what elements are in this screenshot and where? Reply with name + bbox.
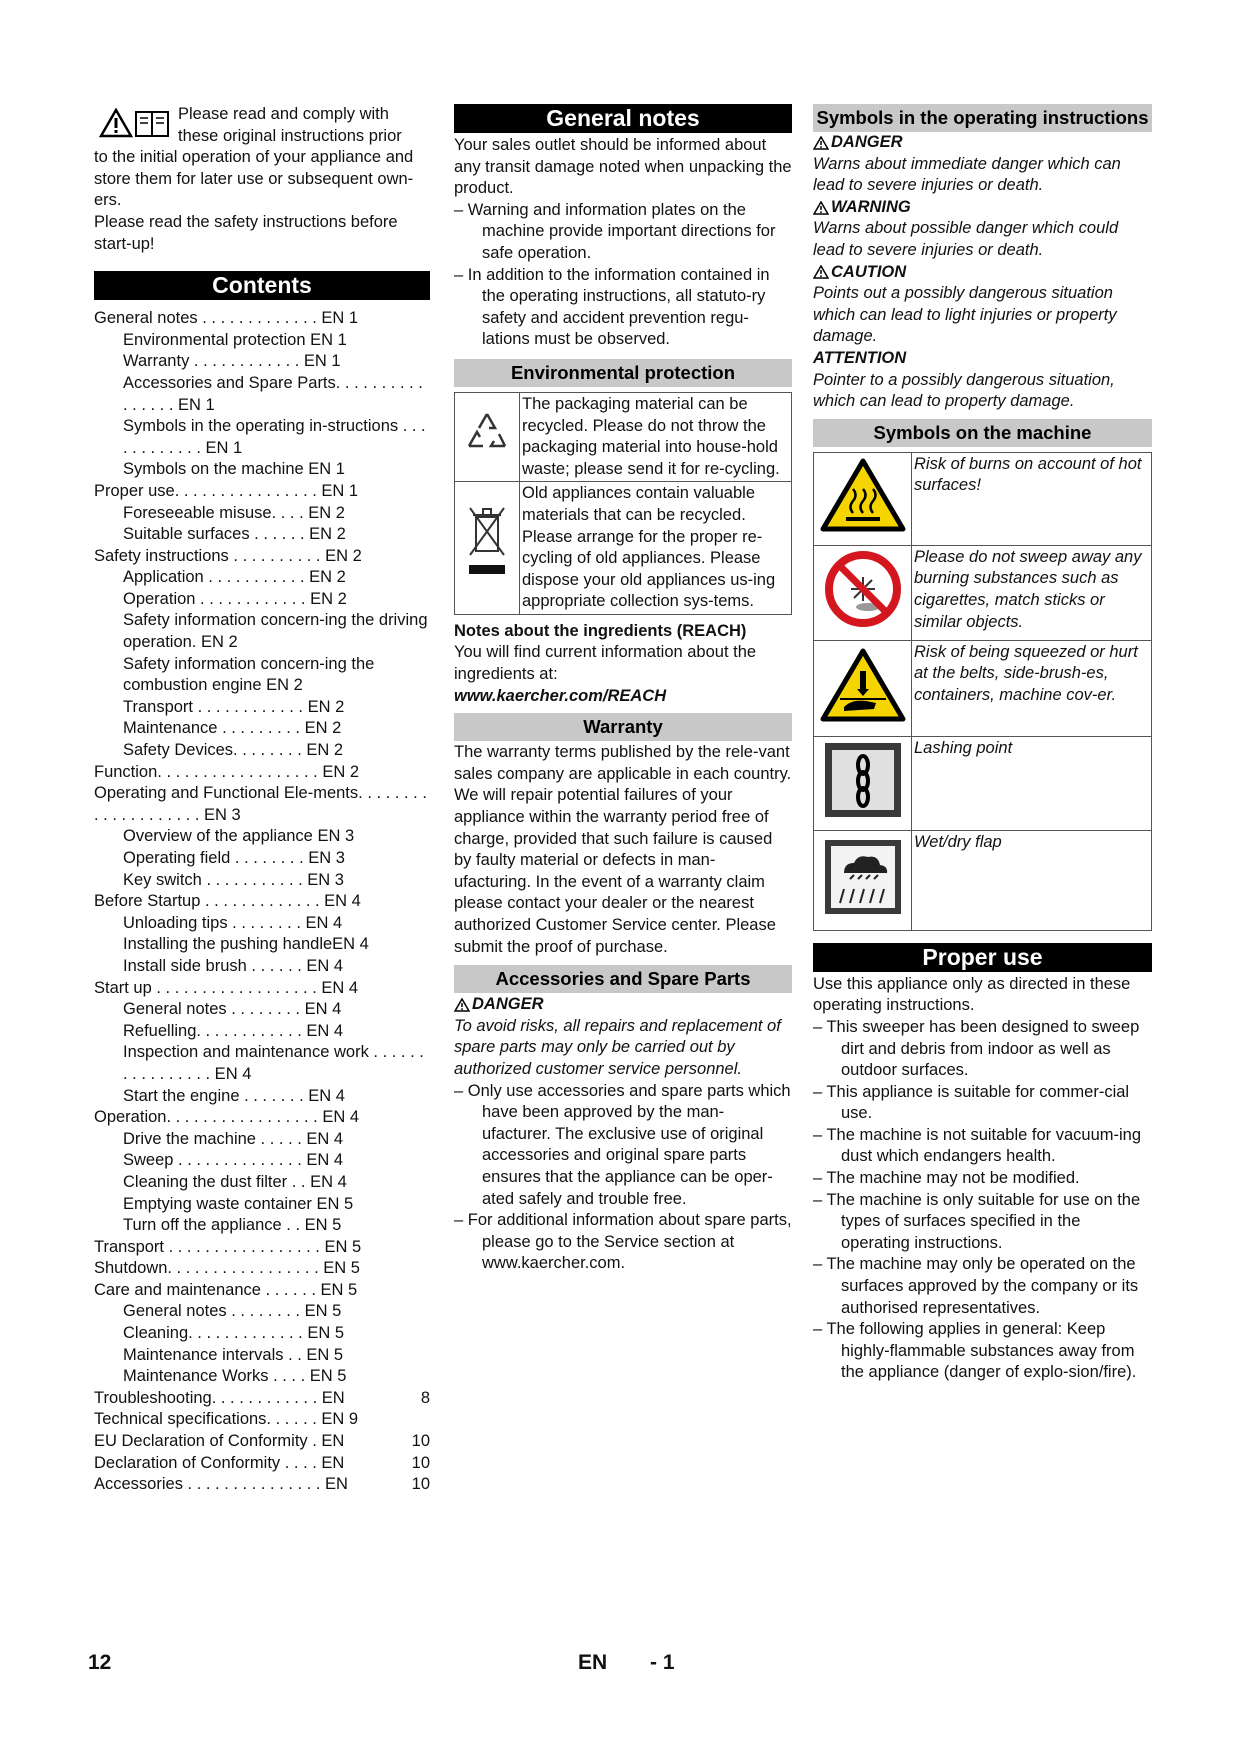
toc-entry-title: Start up . . . . . . . . . . . . . . . . . . EN 4	[94, 978, 359, 997]
toc-entry[interactable]	[94, 1323, 430, 1345]
machine-symbol-text: Risk of being squeezed or hurt at the belts, side-brush-es, containers, machine cov-er.	[912, 640, 1152, 736]
toc-entry[interactable]	[94, 351, 430, 373]
toc-entry-title: Cleaning the dust filter . . EN 4	[123, 1172, 347, 1191]
accessories-danger-text: To avoid risks, all repairs and replacement of spare parts may only be carried out by authorized customer service personnel.	[454, 1016, 781, 1078]
middle-column	[454, 104, 792, 1275]
danger-label: DANGER	[472, 995, 544, 1014]
toc-entry-title: Shutdown. . . . . . . . . . . . . . . . . EN 5	[94, 1259, 360, 1278]
toc-entry-title: Refuelling. . . . . . . . . . . . EN 4	[123, 1021, 344, 1040]
intro-safety-text: Please read the safety instructions before start-up!	[94, 212, 398, 253]
proper-use-bullet: – This sweeper has been designed to sweep dirt and debris from indoor as well as outdoor surfaces.	[813, 1017, 1152, 1082]
toc-entry[interactable]	[94, 308, 430, 330]
toc-entry-title: Safety instructions . . . . . . . . . . EN 2	[94, 546, 362, 565]
toc-entry[interactable]	[94, 1388, 430, 1410]
toc-entry-title: Start the engine . . . . . . . EN 4	[123, 1086, 345, 1105]
warning-triangle-icon	[99, 108, 133, 138]
signal-word-text: Pointer to a possibly dangerous situation, which can lead to property damage.	[813, 370, 1115, 411]
reach-heading: Notes about the ingredients (REACH)	[454, 621, 747, 640]
signal-word	[813, 197, 1152, 219]
table-row	[814, 640, 1152, 736]
toc-entry-title: Function. . . . . . . . . . . . . . . . . . EN 2	[94, 762, 359, 781]
toc-entry[interactable]	[94, 697, 430, 719]
toc-entry[interactable]	[94, 740, 430, 762]
recycle-icon	[455, 392, 520, 481]
signal-words-list	[813, 132, 1152, 413]
toc-entry-title: Maintenance Works . . . . EN 5	[123, 1367, 347, 1386]
proper-use-bullet: – The following applies in general: Keep highly-flammable substances away from the appliance (danger of explo-sion/fire).	[813, 1319, 1152, 1384]
general-notes-bullet: – Warning and information plates on the machine provide important directions for safe operation.	[454, 200, 792, 265]
language-code: EN	[578, 1651, 608, 1674]
toc-entry[interactable]	[94, 610, 430, 653]
proper-use-bullet: – The machine is only suitable for use on the types of surfaces specified in the operating instructions.	[813, 1190, 1152, 1255]
general-notes-heading: General notes	[454, 104, 792, 133]
table-row	[455, 392, 792, 481]
toc-entry[interactable]	[94, 330, 430, 352]
toc-entry-title: Symbols on the machine EN 1	[123, 460, 345, 479]
toc-entry-title: Safety information concern-ing the driving operation. EN 2	[123, 611, 428, 652]
symbols-instructions-heading: Symbols in the operating instructions	[813, 104, 1152, 132]
toc-entry[interactable]	[94, 1366, 430, 1388]
toc-entry[interactable]	[94, 524, 430, 546]
toc-entry-title: Application . . . . . . . . . . . EN 2	[123, 568, 346, 587]
toc-entry-title: Operating field . . . . . . . . EN 3	[123, 849, 345, 867]
wet-dry-flap-icon	[814, 830, 912, 930]
warning-triangle-icon	[813, 201, 829, 215]
warranty-heading: Warranty	[454, 713, 792, 741]
toc-entry-title: Technical specifications. . . . . . EN 9	[94, 1410, 359, 1429]
signal-word-text: Warns about immediate danger which can lead to severe injuries or death.	[813, 154, 1121, 195]
general-notes-intro: Your sales outlet should be informed about any transit damage noted when unpacking the product.	[454, 136, 792, 198]
toc-entry[interactable]	[94, 1474, 430, 1496]
toc-entry[interactable]	[94, 459, 430, 481]
toc-entry-title: Operation. . . . . . . . . . . . . . . . . EN 4	[94, 1108, 360, 1127]
toc-entry-title: Transport . . . . . . . . . . . . EN 2	[123, 697, 345, 716]
toc-entry[interactable]	[94, 1042, 430, 1085]
symbols-machine-heading: Symbols on the machine	[813, 419, 1152, 447]
left-column	[94, 104, 430, 1496]
table-row	[455, 482, 792, 615]
toc-entry-title: Drive the machine . . . . . EN 4	[123, 1129, 344, 1148]
toc-entry-page: 8	[420, 1388, 430, 1407]
environmental-text: Old appliances contain valuable materials that can be recycled. Please arrange for the proper re-cycling of old appliances. Please dispose your old appliances us-ing appropriate collection sys-tems.	[520, 482, 792, 615]
accessories-bullet: – Only use accessories and spare parts which have been approved by the man-ufacturer. The exclusive use of original accessories and original spare parts ensures that the appliance can be oper-ated safely and trouble free.	[454, 1081, 792, 1211]
toc-entry-title: Emptying waste container EN 5	[123, 1194, 354, 1213]
toc-entry[interactable]	[94, 567, 430, 589]
contents-heading: Contents	[94, 271, 430, 300]
toc-entry-title: General notes . . . . . . . . . . . . . EN 1	[94, 309, 359, 328]
toc-entry-title: Transport . . . . . . . . . . . . . . . . . EN 5	[94, 1237, 362, 1256]
toc-entry-title: Symbols in the operating in-structions . . . . . . . . . . . . EN 1	[123, 417, 426, 457]
toc-entry[interactable]	[94, 891, 430, 913]
toc-entry[interactable]	[94, 1194, 430, 1216]
machine-symbols-table	[813, 452, 1152, 931]
no-burning-substances-icon	[814, 545, 912, 640]
toc-entry-title: Environmental protection EN 1	[123, 330, 347, 349]
toc-entry-page: 10	[411, 1432, 430, 1451]
accessories-bullet: – For additional information about spare parts, please go to the Service section at www.kaercher.com.	[454, 1210, 792, 1275]
table-of-contents	[94, 308, 430, 1496]
section-page-number: - 1	[650, 1651, 675, 1674]
toc-entry[interactable]	[94, 1021, 430, 1043]
signal-word	[813, 262, 1152, 284]
toc-entry-title: Accessories . . . . . . . . . . . . . . . EN	[94, 1475, 348, 1494]
toc-entry-title: Cleaning. . . . . . . . . . . . . EN 5	[123, 1324, 345, 1343]
proper-use-intro: Use this appliance only as directed in these operating instructions.	[813, 974, 1131, 1015]
toc-entry-title: EU Declaration of Conformity . EN	[94, 1432, 345, 1451]
toc-entry-title: General notes . . . . . . . . EN 5	[123, 1302, 342, 1321]
toc-entry[interactable]	[94, 1086, 430, 1108]
toc-entry-page: 10	[411, 1453, 430, 1472]
environmental-table	[454, 392, 792, 615]
toc-entry-title: Troubleshooting. . . . . . . . . . . . EN	[94, 1388, 345, 1407]
proper-use-bullet: – This appliance is suitable for commer-cial use.	[813, 1082, 1152, 1125]
toc-entry-title: Care and maintenance . . . . . . EN 5	[94, 1280, 358, 1299]
toc-entry[interactable]	[94, 718, 430, 740]
toc-entry-title: Install side brush . . . . . . EN 4	[123, 956, 344, 975]
toc-entry[interactable]	[94, 956, 430, 978]
toc-entry[interactable]	[94, 870, 430, 892]
toc-entry[interactable]	[94, 999, 430, 1021]
toc-entry[interactable]	[94, 1301, 430, 1323]
toc-entry[interactable]	[94, 1150, 430, 1172]
toc-entry-title: Key switch . . . . . . . . . . . EN 3	[123, 870, 344, 889]
toc-entry-title: General notes . . . . . . . . EN 4	[123, 1000, 342, 1019]
machine-symbol-text: Risk of burns on account of hot surfaces!	[912, 452, 1152, 545]
toc-entry-page: 10	[411, 1475, 430, 1494]
toc-entry-title: Accessories and Spare Parts. . . . . . . . . . . . . . . . EN 1	[123, 373, 423, 414]
signal-word-label: WARNING	[831, 197, 911, 216]
crush-hazard-icon	[814, 640, 912, 736]
reach-url-link[interactable]: www.kaercher.com/REACH	[454, 686, 667, 705]
toc-entry[interactable]	[94, 589, 430, 611]
toc-entry[interactable]	[94, 1107, 430, 1129]
table-row	[814, 452, 1152, 545]
signal-word-label: ATTENTION	[813, 348, 907, 367]
manual-book-icon	[134, 108, 170, 138]
toc-entry-title: Installing the pushing handleEN 4	[123, 935, 369, 954]
table-row	[814, 830, 1152, 930]
toc-entry-title: Turn off the appliance . . EN 5	[123, 1216, 342, 1235]
intro-line-1: Please read and comply with	[178, 105, 389, 123]
hot-surface-icon	[814, 452, 912, 545]
page-number: 12	[88, 1651, 112, 1674]
warning-triangle-icon	[813, 136, 829, 150]
signal-word-label: DANGER	[831, 133, 903, 151]
table-row	[814, 736, 1152, 830]
environmental-heading: Environmental protection	[454, 359, 792, 387]
toc-entry[interactable]	[94, 978, 430, 1000]
toc-entry-title: Safety Devices. . . . . . . . EN 2	[123, 741, 344, 760]
toc-entry-title: Operating and Functional Ele-ments. . . . . . . . . . . . . . . . . . . . EN 3	[94, 784, 427, 824]
crossed-bin-icon	[455, 482, 520, 615]
toc-entry-title: Proper use. . . . . . . . . . . . . . . . EN 1	[94, 481, 359, 500]
toc-entry-title: Safety information concern-ing the combustion engine EN 2	[123, 654, 375, 695]
toc-entry[interactable]	[94, 1409, 430, 1431]
warning-triangle-icon	[813, 265, 829, 279]
toc-entry[interactable]	[94, 848, 430, 870]
toc-entry-title: Maintenance intervals . . EN 5	[123, 1345, 344, 1364]
toc-entry-title: Maintenance . . . . . . . . . EN 2	[123, 719, 342, 738]
machine-symbol-text: Lashing point	[912, 736, 1152, 830]
machine-symbol-text: Wet/dry flap	[912, 830, 1152, 930]
toc-entry[interactable]	[94, 1215, 430, 1237]
toc-entry[interactable]	[94, 546, 430, 568]
signal-word-text: Warns about possible danger which could lead to severe injuries or death.	[813, 219, 1119, 259]
toc-entry-title: Suitable surfaces . . . . . . EN 2	[123, 525, 346, 544]
signal-word	[813, 132, 1152, 154]
intro-block	[94, 104, 430, 147]
warning-triangle-icon	[454, 998, 470, 1012]
signal-word-text: Points out a possibly dangerous situation which can lead to light injuries or property damage.	[813, 284, 1117, 346]
general-notes-bullet: – In addition to the information contained in the operating instructions, all statuto-ry safety and accident prevention regu-lations must be observed.	[454, 265, 792, 351]
reach-text: You will find current information about the ingredients at:	[454, 643, 757, 684]
toc-entry[interactable]	[94, 913, 430, 935]
machine-symbol-text: Please do not sweep away any burning substances such as cigarettes, match sticks or similar objects.	[912, 545, 1152, 640]
toc-entry-title: Before Startup . . . . . . . . . . . . . EN 4	[94, 892, 361, 911]
right-column	[813, 104, 1152, 1384]
toc-entry[interactable]	[94, 654, 430, 697]
toc-entry-title: Foreseeable misuse. . . . EN 2	[123, 503, 345, 522]
toc-entry-title: Warranty . . . . . . . . . . . . EN 1	[123, 352, 341, 371]
toc-entry[interactable]	[94, 934, 430, 956]
toc-entry[interactable]	[94, 1258, 430, 1280]
warranty-text: The warranty terms published by the rele-vant sales company are applicable in each country. We will repair potential failures of your appliance within the warranty period free of charge, provided that such failure is caused by faulty material or defects in man-ufacturing. In the event of a warranty claim please contact your dealer or the nearest authorized Customer Service center. Please submit the proof of purchase.	[454, 743, 792, 956]
proper-use-bullet: – The machine is not suitable for vacuum-ing dust which endangers health.	[813, 1125, 1152, 1168]
toc-entry[interactable]	[94, 1453, 430, 1475]
accessories-heading: Accessories and Spare Parts	[454, 965, 792, 993]
proper-use-bullet: – The machine may not be modified.	[813, 1168, 1152, 1190]
proper-use-bullet: – The machine may only be operated on the surfaces approved by the company or its authorised representatives.	[813, 1254, 1152, 1319]
toc-entry-title: Unloading tips . . . . . . . . EN 4	[123, 913, 343, 932]
toc-entry-title: Inspection and maintenance work . . . . . . . . . . . . . . . . EN 4	[123, 1043, 424, 1083]
intro-line-2: these original instructions prior	[178, 126, 402, 145]
toc-entry[interactable]	[94, 1280, 430, 1302]
toc-entry[interactable]	[94, 1129, 430, 1151]
table-row	[814, 545, 1152, 640]
intro-text: to the initial operation of your appliance and store them for later use or subsequent own-ers.	[94, 148, 414, 210]
toc-entry-title: Overview of the appliance EN 3	[123, 827, 355, 846]
proper-use-heading: Proper use	[813, 943, 1152, 972]
toc-entry[interactable]	[94, 1172, 430, 1194]
signal-word	[813, 348, 1152, 370]
toc-entry[interactable]	[94, 373, 430, 416]
toc-entry[interactable]	[94, 503, 430, 525]
toc-entry-title: Operation . . . . . . . . . . . . EN 2	[123, 589, 347, 608]
lashing-point-icon	[814, 736, 912, 830]
toc-entry-title: Sweep . . . . . . . . . . . . . . EN 4	[123, 1151, 344, 1170]
toc-entry[interactable]	[94, 826, 430, 848]
toc-entry-title: Declaration of Conformity . . . . EN	[94, 1453, 345, 1472]
toc-entry[interactable]	[94, 481, 430, 503]
toc-entry[interactable]	[94, 762, 430, 784]
toc-entry[interactable]	[94, 1345, 430, 1367]
toc-entry[interactable]	[94, 416, 430, 459]
toc-entry[interactable]	[94, 1431, 430, 1453]
toc-entry[interactable]	[94, 783, 430, 826]
environmental-text: The packaging material can be recycled. Please do not throw the packaging material into house-hold waste; please send it for re-cycling.	[520, 392, 792, 481]
signal-word-label: CAUTION	[831, 262, 907, 281]
accessories-danger	[454, 994, 792, 1016]
toc-entry[interactable]	[94, 1237, 430, 1259]
proper-use-list	[813, 1017, 1152, 1384]
